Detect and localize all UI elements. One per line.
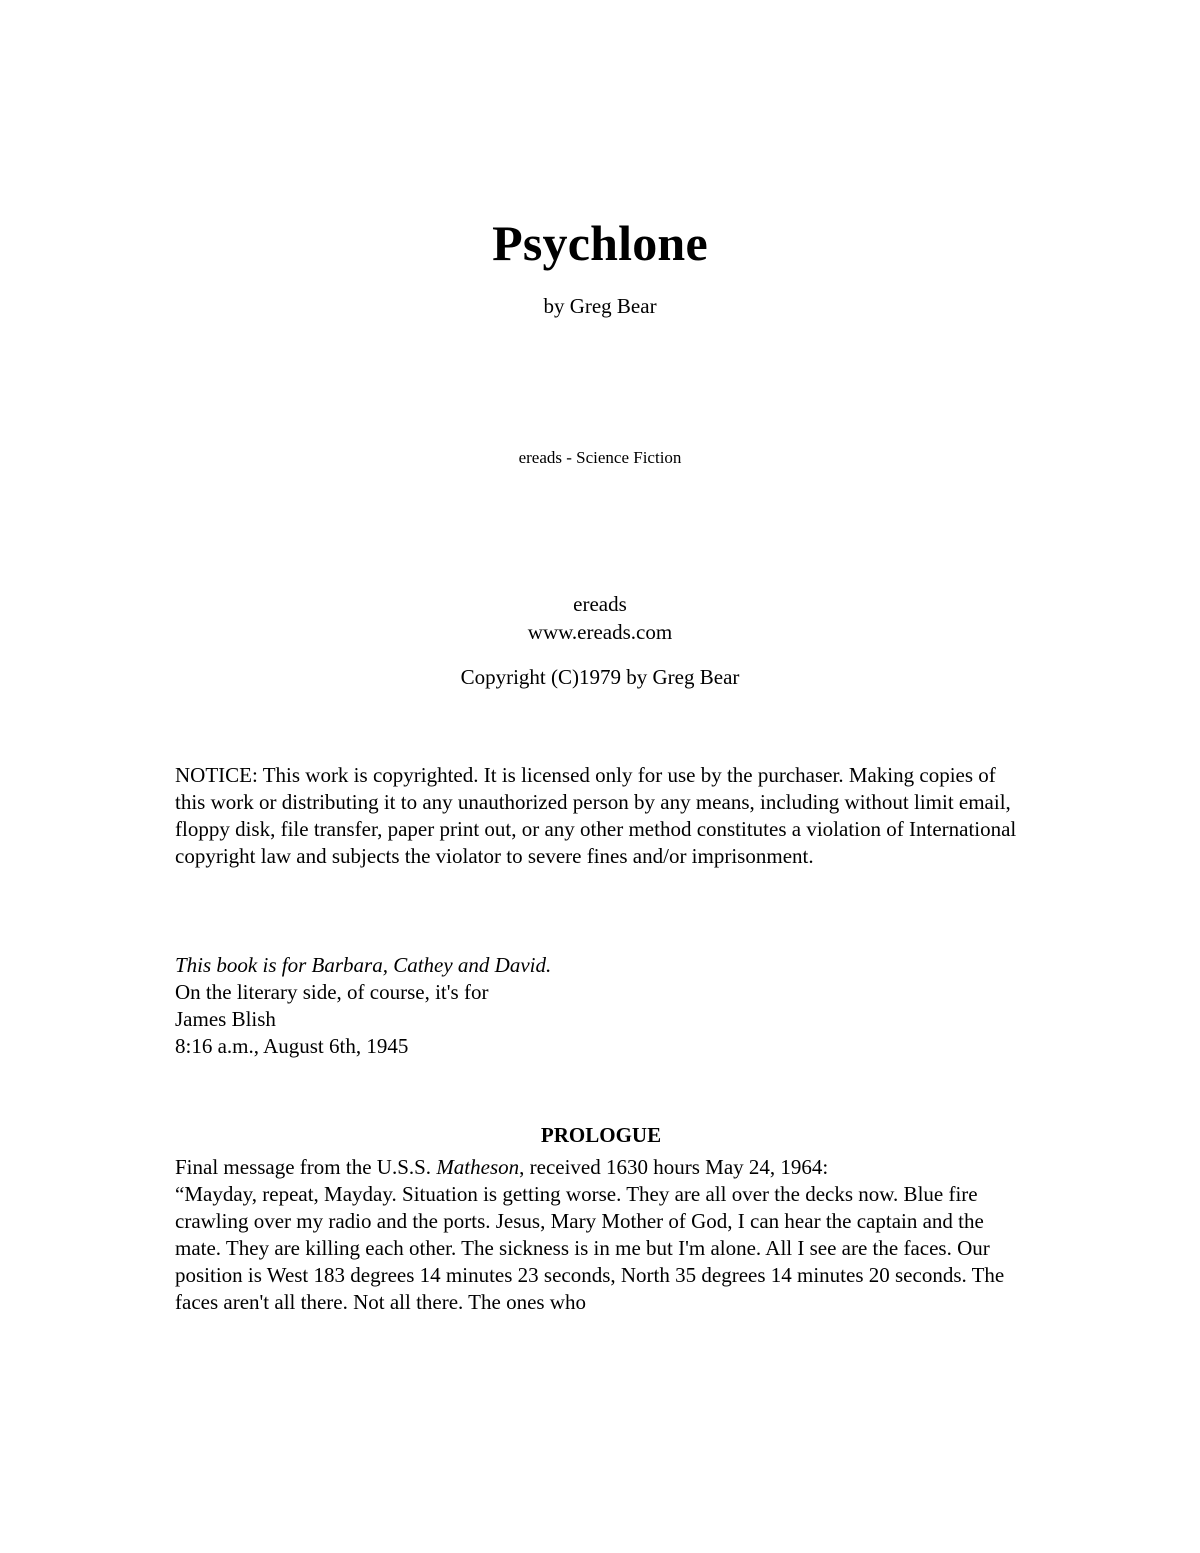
- imprint-line: ereads - Science Fiction: [518, 448, 682, 467]
- dedication-name: James Blish: [175, 1007, 276, 1031]
- title-block: [0, 215, 1200, 319]
- book-author: by Greg Bear: [543, 294, 657, 318]
- book-title: Psychlone: [492, 215, 708, 271]
- copyright-notice-paragraph: NOTICE: This work is copyrighted. It is licensed only for use by the purchaser. Making copies of this work or distributing it to any unauthorized person by any means, including without limit email, floppy disk, file transfer, paper print out, or any other method constitutes a violation of International copyright law and subjects the violator to severe fines and/or imprisonment.: [175, 763, 1017, 868]
- body-column: [175, 762, 1027, 1316]
- dedication-line-literary: On the literary side, of course, it's for: [175, 980, 489, 1004]
- prologue-heading: PROLOGUE: [540, 1123, 662, 1147]
- source-suffix: , received 1630 hours May 24, 1964:: [519, 1155, 829, 1179]
- dedication-line-primary: This book is for Barbara, Cathey and David.: [175, 953, 552, 977]
- dedication-timestamp: 8:16 a.m., August 6th, 1945: [175, 1034, 409, 1058]
- publisher-block: [0, 591, 1200, 646]
- prologue-transmission-paragraph: “Mayday, repeat, Mayday. Situation is getting worse. They are all over the decks now. Blue fire crawling over my radio and the ports. Jesus, Mary Mother of God, I can hear the captain and the mate. They are killing each other. The sickness is in me but I'm alone. All I see are the faces. Our position is West 183 degrees 14 minutes 23 seconds, North 35 degrees 14 minutes 20 seconds. The faces aren't all there. Not all there. The ones who: [175, 1182, 1005, 1314]
- publisher-name: ereads: [573, 592, 627, 616]
- dedication-block: [175, 952, 1027, 1060]
- source-prefix: Final message from the U.S.S.: [175, 1155, 437, 1179]
- copyright-line: Copyright (C)1979 by Greg Bear: [460, 665, 740, 689]
- ship-name: Matheson: [436, 1155, 520, 1179]
- prologue-source-line: [175, 1154, 1027, 1181]
- publisher-url: www.ereads.com: [527, 619, 673, 644]
